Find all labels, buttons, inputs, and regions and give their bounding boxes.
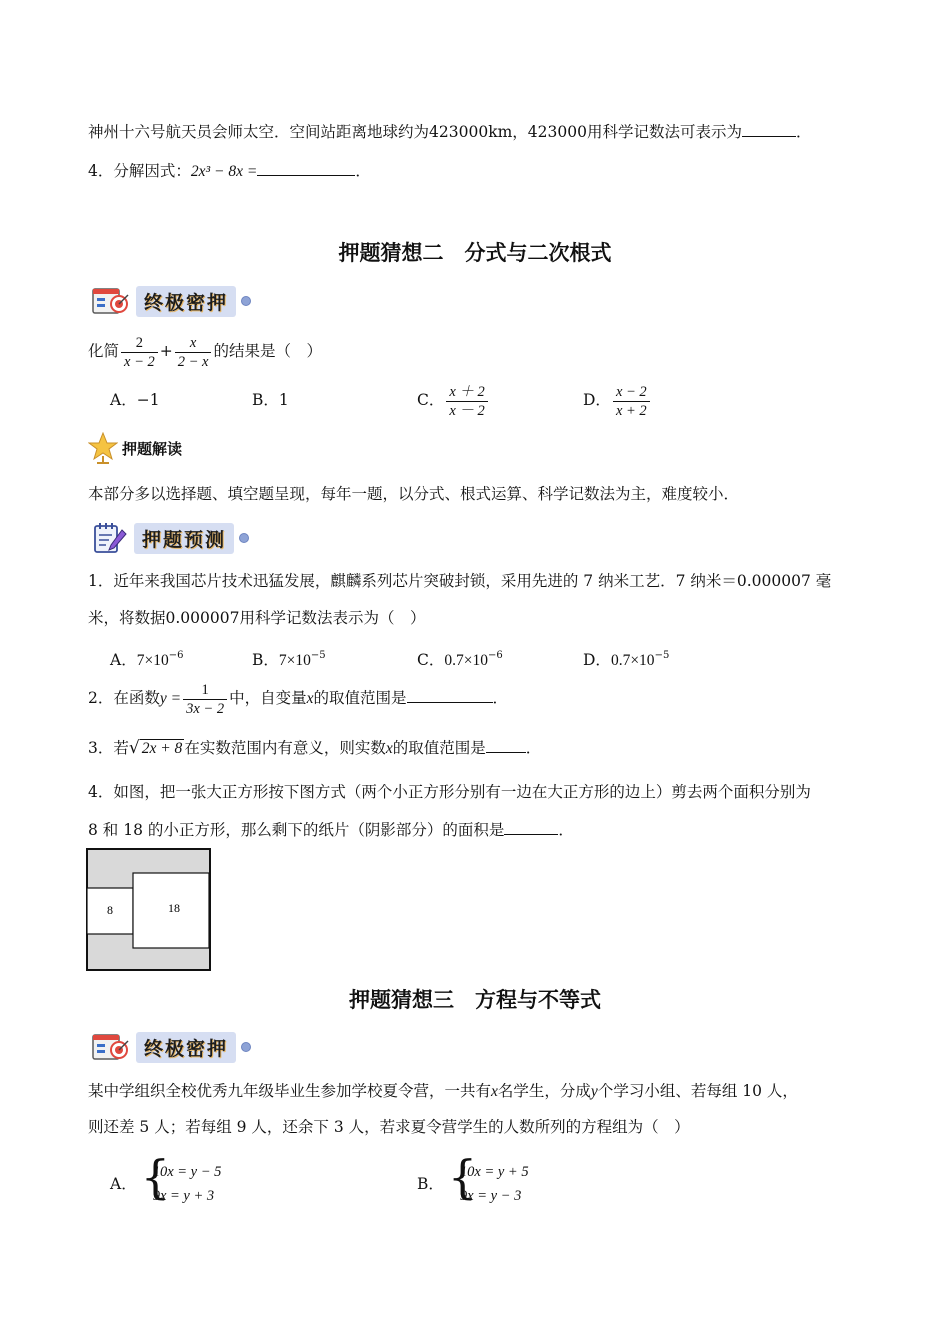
badge-dot xyxy=(241,1042,251,1052)
variable: x xyxy=(491,1083,498,1100)
text: 2．在函数 xyxy=(88,689,160,707)
option-label: B． xyxy=(252,651,279,669)
denominator: x － 2 xyxy=(446,401,487,420)
equation-system xyxy=(447,1150,529,1208)
question-4-factorize xyxy=(88,160,371,183)
target-board-icon xyxy=(92,286,130,316)
option-label: B． xyxy=(417,1175,444,1193)
option-label: C． xyxy=(417,391,445,409)
text: 某中学组织全校优秀九年级毕业生参加学校夏令营，一共有 xyxy=(88,1082,492,1100)
section-heading-3: 押题猜想三 方程与不等式 xyxy=(349,988,601,1012)
option-label: D． xyxy=(583,391,611,409)
section-heading-2: 押题猜想二 分式与二次根式 xyxy=(338,241,612,265)
question-3-continuation xyxy=(88,121,812,143)
answer-blank[interactable] xyxy=(742,121,796,137)
interpretation-text: 本部分多以选择题、填空题呈现，每年一题，以分式、根式运算、科学记数法为主，难度较小． xyxy=(88,485,740,503)
equation: 10x = y − 5 xyxy=(152,1164,222,1180)
answer-blank[interactable] xyxy=(486,737,526,753)
option-value: 7×10 xyxy=(278,652,311,669)
variable: x xyxy=(385,740,393,757)
camp-question-line-1 xyxy=(88,1080,798,1103)
period: ． xyxy=(558,821,574,839)
denominator: x + 2 xyxy=(613,401,650,420)
badge-prediction xyxy=(92,520,249,556)
option-a[interactable] xyxy=(110,645,183,672)
star-icon xyxy=(88,432,118,464)
period: ． xyxy=(492,689,509,707)
option-c[interactable] xyxy=(417,645,503,672)
separator: ， xyxy=(512,123,528,141)
exponent: −5 xyxy=(310,650,326,661)
interpretation-label: 押题解读 xyxy=(122,439,183,458)
option-label: B． xyxy=(252,391,279,409)
text: 个学习小组、若每组 10 人， xyxy=(597,1082,798,1100)
variable: y xyxy=(590,1083,598,1100)
text: 名学生，分成 xyxy=(497,1082,591,1100)
denominator: 3x − 2 xyxy=(183,699,227,718)
option-a[interactable] xyxy=(110,389,160,411)
problem-3 xyxy=(88,737,541,760)
exponent: −5 xyxy=(654,650,670,661)
text: 的取值范围是 xyxy=(313,689,407,707)
radicand: 2x + 8 xyxy=(141,740,183,757)
text: 的取值范围是 xyxy=(392,739,486,757)
numerator: 2 xyxy=(135,334,143,351)
option-d[interactable] xyxy=(583,645,669,672)
denominator: x − 2 xyxy=(121,352,158,371)
function-lhs: y = xyxy=(159,690,182,707)
equation-system xyxy=(140,1150,222,1208)
text: 分解因式： xyxy=(113,162,191,180)
option-a[interactable] xyxy=(110,1150,222,1208)
problem-1-line-1: 1．近年来我国芯片技术迅猛发展，麒麟系列芯片突破封锁，采用先进的 7 纳米工艺．7 纳米＝0.000007 毫 xyxy=(88,572,832,590)
text: 中，自变量 xyxy=(229,689,307,707)
camp-question-line-2: 则还差 5 人；若每组 9 人，还余下 3 人，若求夏令营学生的人数所列的方程组为（ ） xyxy=(88,1118,690,1136)
variable: x xyxy=(306,690,314,707)
interpretation-label-row xyxy=(88,432,182,464)
squares-figure xyxy=(86,848,211,971)
problem-1-line-2: 米，将数据0.000007用科学记数法表示为（ ） xyxy=(88,609,426,627)
operator: + xyxy=(159,342,173,360)
equation: 9x = y − 3 xyxy=(459,1188,522,1204)
brace: { xyxy=(140,1150,170,1204)
numerator: x − 2 xyxy=(615,383,647,400)
option-label: A． xyxy=(110,1175,137,1193)
option-value: 1 xyxy=(278,391,289,409)
answer-blank[interactable] xyxy=(257,160,355,176)
large-square-label: 18 xyxy=(168,901,180,915)
small-square-label: 8 xyxy=(107,903,113,917)
badge-dot xyxy=(239,533,249,543)
question-number: 4． xyxy=(88,162,114,180)
text: 神州十六号航天员会师太空．空间站距离地球约为 xyxy=(88,123,430,141)
fraction xyxy=(446,383,487,420)
option-value: −1 xyxy=(136,391,160,409)
fraction xyxy=(613,383,650,420)
badge-label: 终极密押 xyxy=(136,286,236,317)
denominator: 2 − x xyxy=(175,352,212,371)
option-label: A． xyxy=(110,391,137,409)
text: 8 和 18 的小正方形，那么剩下的纸片（阴影部分）的面积是 xyxy=(88,821,505,839)
period: ． xyxy=(525,739,542,757)
simplify-question xyxy=(88,331,322,371)
option-label: A． xyxy=(110,651,137,669)
text: 3．若 xyxy=(88,739,129,757)
badge-label: 终极密押 xyxy=(136,1032,236,1063)
problem-2 xyxy=(88,678,508,719)
answer-blank[interactable] xyxy=(407,687,493,703)
equation: 10x = y + 5 xyxy=(459,1164,529,1180)
numerator: 1 xyxy=(201,681,209,698)
notebook-pencil-icon xyxy=(92,522,128,554)
expression: 2x³ − 8x = xyxy=(190,163,258,180)
option-d[interactable] xyxy=(583,380,652,420)
fraction xyxy=(121,334,158,371)
option-value: 0.7×10 xyxy=(444,652,488,669)
sqrt-sign: √ xyxy=(128,738,140,758)
option-label: C． xyxy=(417,651,445,669)
option-b[interactable] xyxy=(252,645,326,672)
number: 423000 xyxy=(429,123,489,141)
option-c[interactable] xyxy=(417,380,490,420)
option-b[interactable] xyxy=(252,389,289,411)
period: ． xyxy=(795,123,812,141)
brace: { xyxy=(447,1150,478,1204)
numerator: x xyxy=(189,334,197,351)
text: 在实数范围内有意义，则实数 xyxy=(184,739,386,757)
problem-4-line-2 xyxy=(88,819,574,841)
badge-final-prediction xyxy=(92,283,251,319)
answer-blank[interactable] xyxy=(504,819,558,835)
option-b[interactable] xyxy=(417,1150,529,1208)
text: 用科学记数法可表示为 xyxy=(586,123,742,141)
exponent: −6 xyxy=(488,650,503,661)
period: ． xyxy=(355,162,371,180)
fraction xyxy=(183,681,227,718)
numerator: x ＋ 2 xyxy=(449,383,485,400)
badge-label: 押题预测 xyxy=(134,523,234,554)
badge-final-prediction xyxy=(92,1029,251,1065)
text: 的结果是（ ） xyxy=(213,342,322,360)
text: 化简 xyxy=(88,342,120,360)
target-board-icon xyxy=(92,1032,130,1062)
badge-dot xyxy=(241,296,251,306)
number: 423000 xyxy=(527,123,587,141)
option-label: D． xyxy=(583,651,611,669)
option-value: 0.7×10 xyxy=(610,652,655,669)
equation: 9x = y + 3 xyxy=(152,1188,215,1204)
exponent: −6 xyxy=(168,650,184,661)
option-value: 7×10 xyxy=(136,652,169,669)
fraction xyxy=(175,334,212,371)
problem-4-line-1: 4．如图，把一张大正方形按下图方式（两个小正方形分别有一边在大正方形的边上）剪去两个面积分别为 xyxy=(88,783,811,801)
unit: km xyxy=(488,123,513,141)
